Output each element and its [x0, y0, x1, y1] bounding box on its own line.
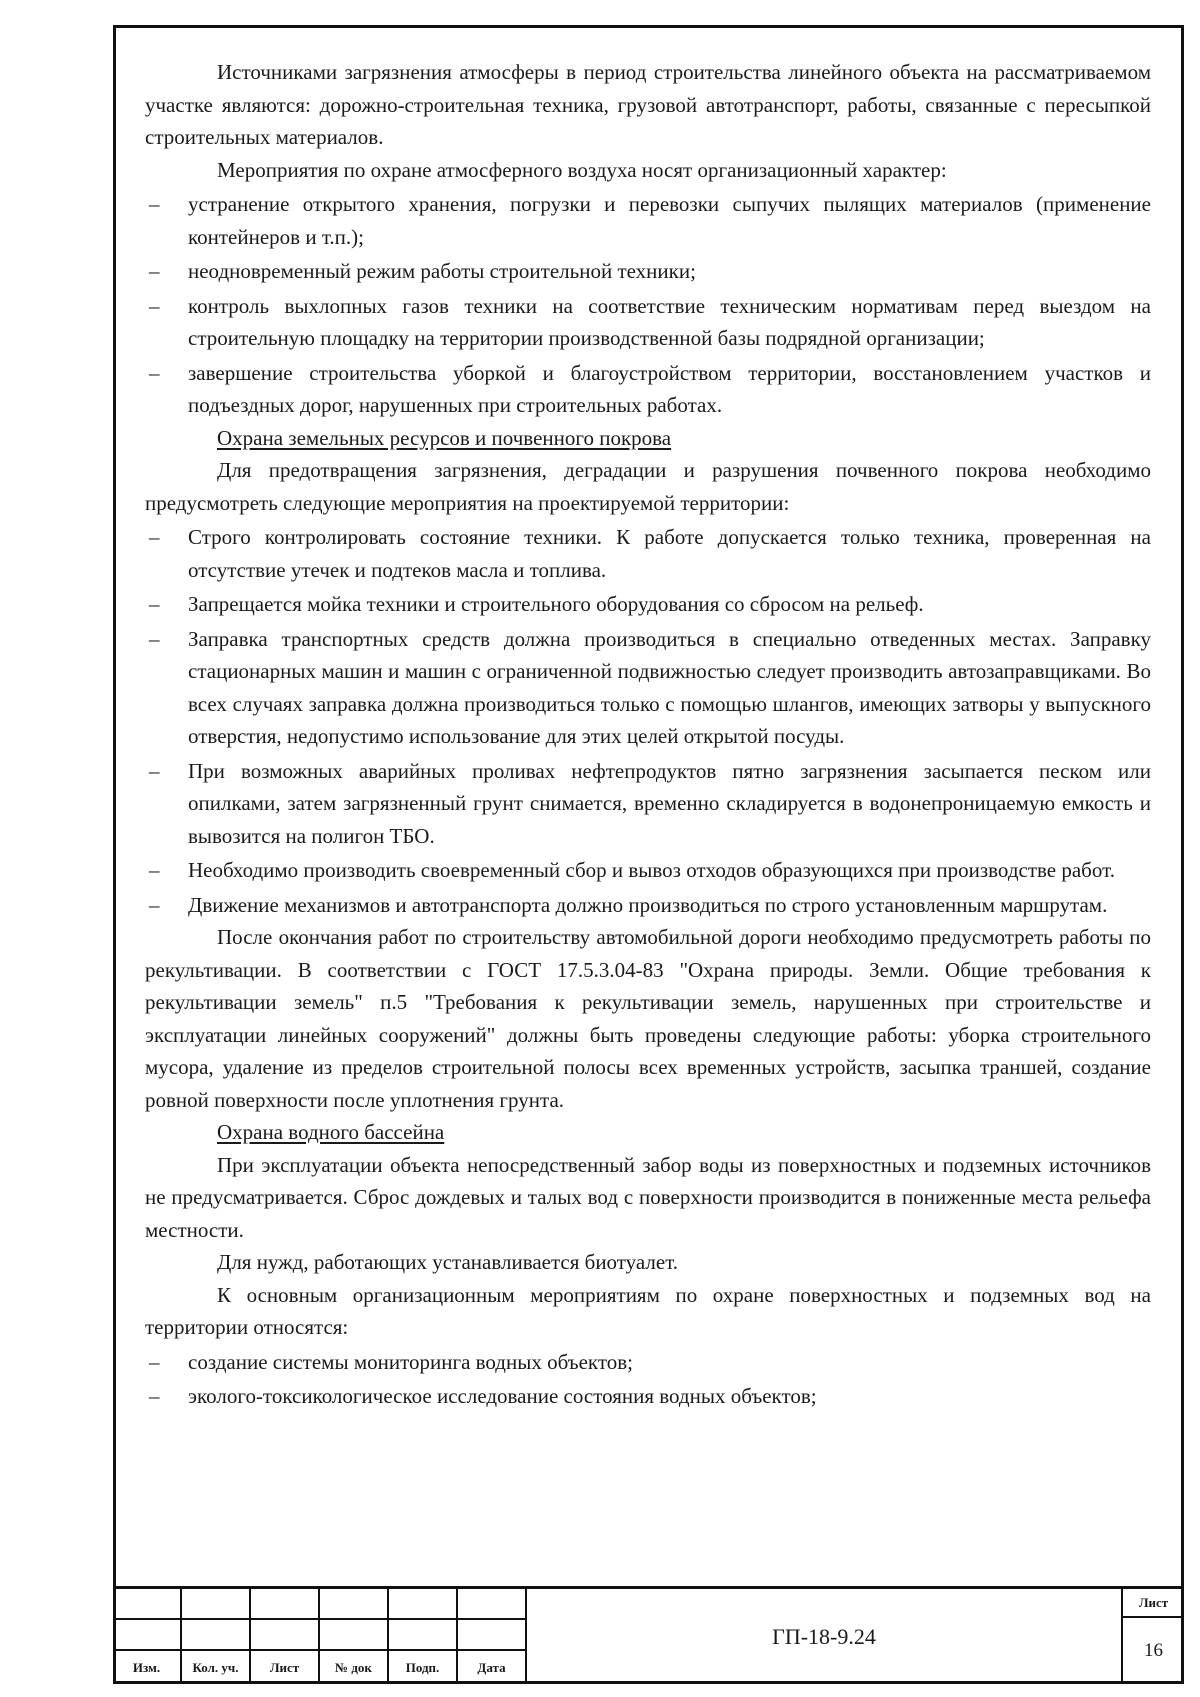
label-podp: Подп.: [389, 1651, 458, 1684]
label-kol-uch: Кол. уч.: [182, 1651, 251, 1684]
dash-bullet: –: [149, 1384, 160, 1408]
section-heading: Охрана земельных ресурсов и почвенного покрова: [217, 425, 672, 450]
revision-cell: [320, 1620, 389, 1651]
paragraph: К основным организационным мероприятиям по охране поверхностных и подземных вод на территории относятся:: [145, 1282, 1151, 1339]
list-item: – неодновременный режим работы строительной техники;: [145, 255, 1151, 288]
dash-bullet: –: [149, 626, 160, 651]
sheet-label: Лист: [1123, 1589, 1184, 1618]
paragraph: Источниками загрязнения атмосферы в период строительства линейного объекта на рассматриваемом участке являются: дорожно-строительная техника, грузовой автотранспорт, работы, связанные с пересыпкой строительных материалов.: [145, 60, 1151, 149]
paragraph: Для предотвращения загрязнения, деградации и разрушения почвенного покрова необходимо предусмотреть следующие мероприятия на проектируемой территории:: [145, 458, 1151, 515]
list-item: – эколого-токсикологическое исследование состояния водных объектов;: [145, 1380, 1151, 1413]
dash-bullet: –: [149, 525, 160, 549]
paragraph: После окончания работ по строительству автомобильной дороги необходимо предусмотреть работы по рекультивации. В соответствии с ГОСТ 17.5.3.04-83 "Охрана природы. Земли. Общие требования к рекультивации земель" п.5 "Требования к рекультивации земель, нарушенных при строительстве и эксплуатации линейных сооружений" должны быть проведены следующие работы: уборка строительного мусора, удаление из пределов строительной полосы всех временных устройств, засыпка траншей, создание ровной поверхности после уплотнения грунта.: [145, 925, 1151, 1112]
revision-cell: [113, 1620, 182, 1651]
revision-cell: [389, 1620, 458, 1651]
revision-cell: [458, 1620, 527, 1651]
dash-bullet: –: [149, 192, 160, 216]
bullet-list: [145, 521, 1151, 921]
revision-cell: [182, 1620, 251, 1651]
revision-cell: [320, 1589, 389, 1620]
list-item: – Строго контролировать состояние техники. К работе допускается только техника, проверенная на отсутствие утечек и подтеков масла и топлива.: [145, 521, 1151, 586]
document-body: [145, 56, 1151, 1413]
label-list: Лист: [251, 1651, 320, 1684]
bullet-list: [145, 188, 1151, 422]
label-n-dok: № док: [320, 1651, 389, 1684]
dash-bullet: –: [149, 758, 160, 783]
dash-bullet: –: [149, 1349, 160, 1374]
label-izm: Изм.: [113, 1651, 182, 1684]
revision-cell: [251, 1589, 320, 1620]
revision-cell: [182, 1589, 251, 1620]
list-item: – контроль выхлопных газов техники на соответствие техническим нормативам перед выездом на строительную площадку на территории производственной базы подрядной организации;: [145, 290, 1151, 355]
title-block-revisions: [113, 1586, 527, 1684]
paragraph: При эксплуатации объекта непосредственный забор воды из поверхностных и подземных источников не предусматривается. Сброс дождевых и талых вод с поверхности производится в пониженные места рельефа местности.: [145, 1152, 1151, 1242]
bullet-list: [145, 1346, 1151, 1413]
dash-bullet: –: [149, 892, 160, 917]
list-item: – завершение строительства уборкой и благоустройством территории, восстановлением участков и подъездных дорог, нарушенных при строительных работах.: [145, 357, 1151, 422]
section-heading: Охрана водного бассейна: [217, 1120, 445, 1144]
paragraph: Мероприятия по охране атмосферного воздуха носят организационный характер:: [217, 157, 947, 182]
revision-cell: [389, 1589, 458, 1620]
list-item: – Заправка транспортных средств должна производиться в специально отведенных местах. Заправку стационарных машин и машин с ограниченной подвижностью следует производить автозаправщиками. Во всех случаях заправка должна производиться только с помощью шлангов, имеющих затворы у выпускного отверстия, недопустимо использование для этих целей открытой посуды.: [145, 623, 1151, 753]
dash-bullet: –: [149, 858, 160, 882]
list-item: – Запрещается мойка техники и строительного оборудования со сбросом на рельеф.: [145, 588, 1151, 621]
list-item: – устранение открытого хранения, погрузки и перевозки сыпучих пылящих материалов (применение контейнеров и т.п.);: [145, 188, 1151, 253]
dash-bullet: –: [149, 259, 160, 283]
dash-bullet: –: [149, 592, 160, 616]
list-item: – Движение механизмов и автотранспорта должно производиться по строго установленным маршрутам.: [145, 889, 1151, 922]
revision-cell: [113, 1589, 182, 1620]
document-code-text: ГП-18-9.24: [772, 1623, 876, 1649]
list-item: – Необходимо производить своевременный сбор и вывоз отходов образующихся при производстве работ.: [145, 854, 1151, 887]
document-code: [527, 1586, 1123, 1684]
revision-cell: [458, 1589, 527, 1620]
sheet-box: [1123, 1586, 1184, 1684]
paragraph: Для нужд, работающих устанавливается биотуалет.: [217, 1250, 679, 1274]
dash-bullet: –: [149, 360, 160, 385]
list-item: – При возможных аварийных проливах нефтепродуктов пятно загрязнения засыпается песком или опилками, затем загрязненный грунт снимается, временно складируется в водонепроницаемую емкость и вывозится на полигон ТБО.: [145, 755, 1151, 853]
dash-bullet: –: [149, 293, 160, 318]
revision-cell: [251, 1620, 320, 1651]
sheet-number: 16: [1144, 1640, 1163, 1661]
list-item: – создание системы мониторинга водных объектов;: [145, 1346, 1151, 1379]
label-data: Дата: [458, 1651, 527, 1684]
